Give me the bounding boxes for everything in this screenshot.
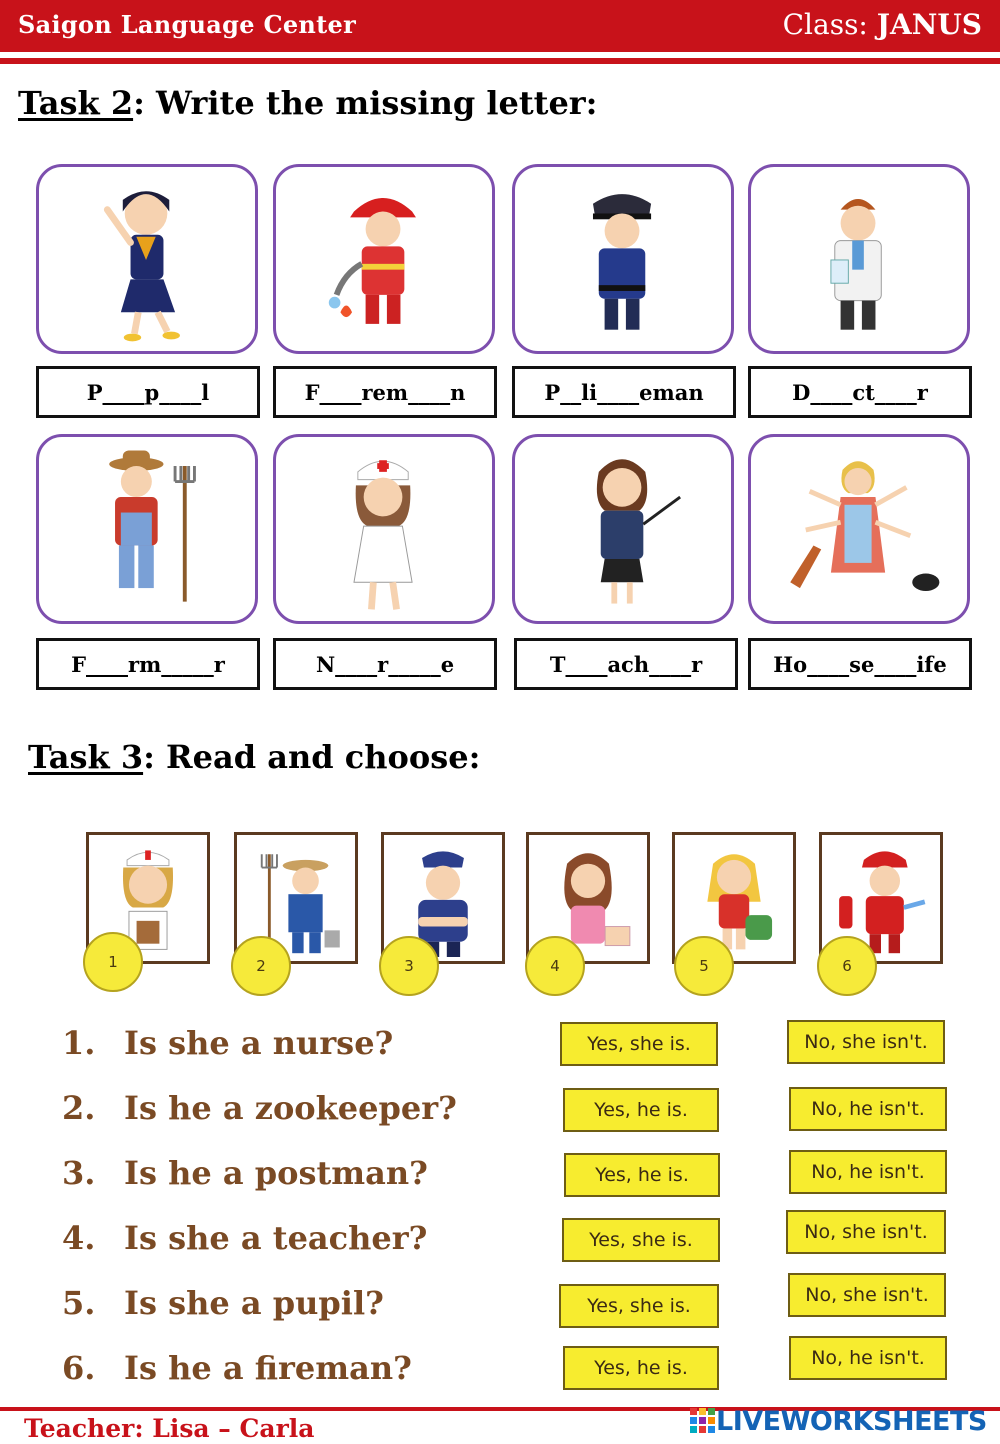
task2-label: Task 2 [18,84,134,122]
class-name: JANUS [876,8,982,41]
no-option[interactable]: No, she isn't. [788,1273,946,1317]
question-text: Is he a fireman? [124,1349,412,1387]
teacher-icon [515,437,731,621]
question-2 [62,1089,457,1127]
fireman-icon [276,167,492,351]
question-text: Is she a pupil? [124,1284,384,1322]
teacher-name: Teacher: Lisa – Carla [24,1414,315,1443]
no-option[interactable]: No, she isn't. [787,1020,945,1064]
answer-box[interactable]: F____rm_____r [36,638,260,690]
question-text: Is he a postman? [124,1154,428,1192]
question-5 [62,1284,384,1322]
pupil-icon [39,167,255,351]
picture-number: 2 [231,936,291,996]
task3-label: Task 3 [28,738,144,776]
no-option[interactable]: No, he isn't. [789,1150,947,1194]
picture-number: 1 [83,932,143,992]
liveworksheets-logo-text: LIVEWORKSHEETS [716,1405,987,1437]
liveworksheets-logo-icon [690,1408,716,1434]
no-option[interactable]: No, she isn't. [786,1210,946,1254]
question-number: 2. [62,1089,96,1127]
task3-instruction: : Read and choose: [143,738,481,776]
header-divider [0,58,1000,64]
answer-box[interactable]: P__li____eman [512,366,736,418]
class-label: Class: [782,8,868,41]
center-name: Saigon Language Center [18,10,357,39]
fireman-picture-card [273,164,495,354]
answer-box[interactable]: D____ct____r [748,366,972,418]
question-number: 1. [62,1024,96,1062]
picture-number: 3 [379,936,439,996]
doctor-icon [751,167,967,351]
question-3 [62,1154,428,1192]
farmer-icon [39,437,255,621]
question-text: Is she a teacher? [124,1219,428,1257]
class-info [783,8,982,41]
yes-option[interactable]: Yes, she is. [559,1284,719,1328]
yes-option[interactable]: Yes, he is. [563,1346,719,1390]
doctor-picture-card [748,164,970,354]
question-4 [62,1219,427,1257]
question-text: Is she a nurse? [124,1024,394,1062]
policeman-icon [515,167,731,351]
answer-box[interactable]: N____r_____e [273,638,497,690]
picture-number: 6 [817,936,877,996]
housewife-picture-card [748,434,970,624]
yes-option[interactable]: Yes, he is. [564,1153,720,1197]
policeman-picture-card [512,164,734,354]
task2-title [18,84,597,122]
nurse-picture-card [273,434,495,624]
question-number: 6. [62,1349,96,1387]
answer-box[interactable]: Ho____se____ife [748,638,972,690]
question-text: Is he a zookeeper? [124,1089,457,1127]
task2-instruction: : Write the missing letter: [133,84,598,122]
teacher-picture-card [512,434,734,624]
yes-option[interactable]: Yes, she is. [562,1218,720,1262]
no-option[interactable]: No, he isn't. [789,1087,947,1131]
liveworksheets-logo[interactable] [690,1404,987,1438]
question-1 [62,1024,393,1062]
nurse-icon [276,437,492,621]
housewife-icon [751,437,967,621]
question-number: 4. [62,1219,96,1257]
question-number: 5. [62,1284,96,1322]
answer-box[interactable]: F____rem____n [273,366,497,418]
farmer-picture-card [36,434,258,624]
task3-title [28,738,480,776]
question-number: 3. [62,1154,96,1192]
yes-option[interactable]: Yes, he is. [563,1088,719,1132]
no-option[interactable]: No, he isn't. [789,1336,947,1380]
pupil-picture-card [36,164,258,354]
yes-option[interactable]: Yes, she is. [560,1022,718,1066]
question-6 [62,1349,412,1387]
answer-box[interactable]: T____ach____r [514,638,738,690]
picture-number: 5 [674,936,734,996]
answer-box[interactable]: P____p____l [36,366,260,418]
picture-number: 4 [525,936,585,996]
